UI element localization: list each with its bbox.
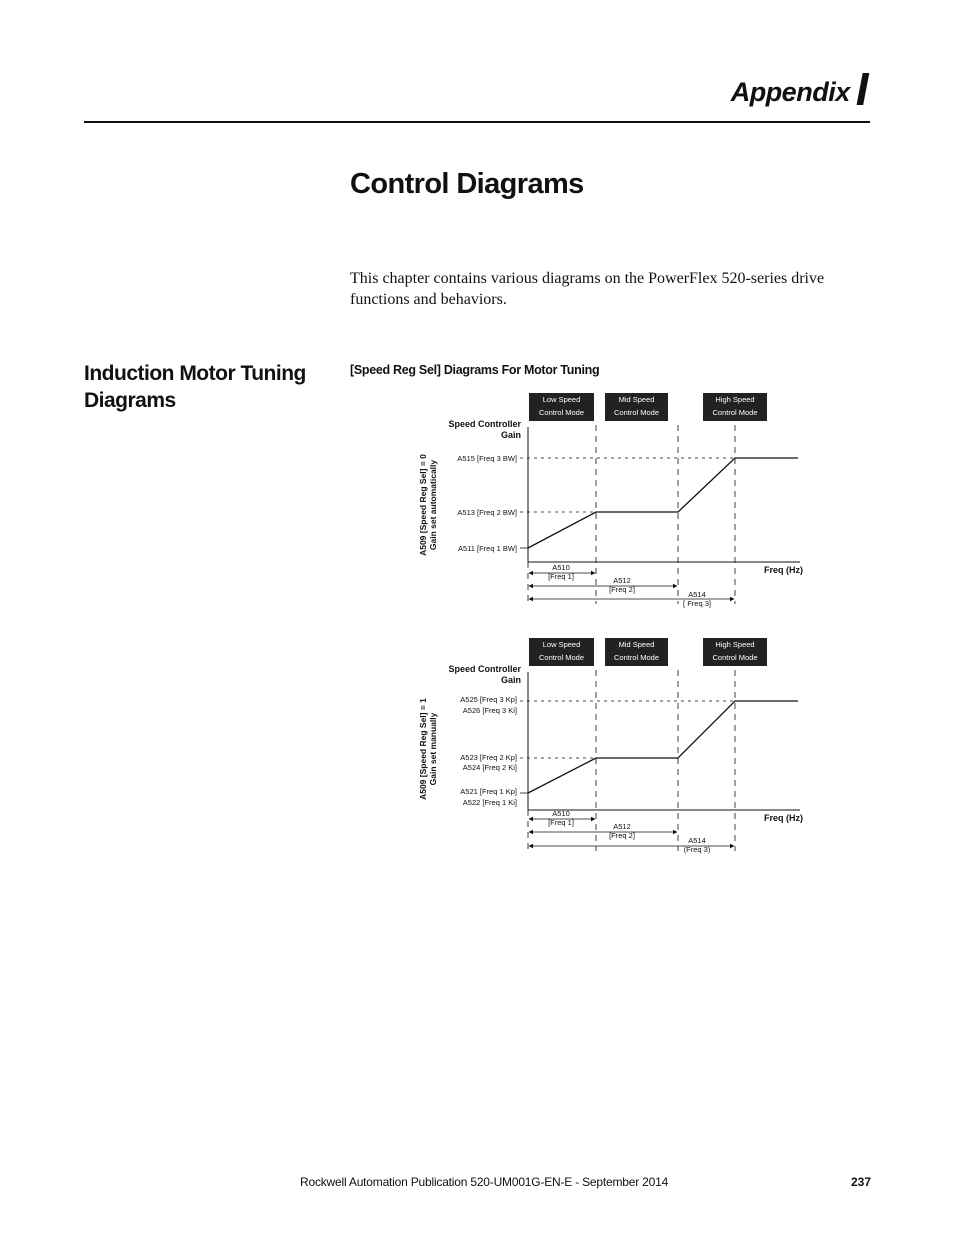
gain-title-line2: Gain bbox=[500, 430, 521, 440]
gain-title-line1: Speed Controller bbox=[448, 419, 521, 429]
y-level-freq3-ki: A526 [Freq 3 Ki] bbox=[462, 706, 517, 715]
appendix-word: Appendix bbox=[730, 77, 850, 107]
freq3-name: [ Freq 3] bbox=[683, 599, 711, 608]
y-level-freq2: A513 [Freq 2 BW] bbox=[457, 508, 517, 517]
freq1-name: [Freq 1] bbox=[548, 818, 574, 827]
footer-publication: Rockwell Automation Publication 520-UM001G-EN-E - September 2014 bbox=[300, 1175, 669, 1189]
high-speed-sub: Control Mode bbox=[712, 653, 758, 662]
freq3-param: A514 bbox=[688, 836, 706, 845]
mid-speed-sub: Control Mode bbox=[613, 408, 660, 417]
low-speed-sub: Control Mode bbox=[538, 408, 585, 417]
freq2-name: [Freq 2] bbox=[609, 831, 635, 840]
low-speed-label: Low Speed bbox=[542, 640, 581, 649]
freq1-param: A510 bbox=[552, 563, 570, 572]
high-speed-label: High Speed bbox=[715, 395, 755, 404]
high-speed-label: High Speed bbox=[715, 640, 755, 649]
mid-speed-label: Mid Speed bbox=[618, 395, 655, 404]
mid-speed-label: Mid Speed bbox=[618, 640, 655, 649]
high-speed-sub: Control Mode bbox=[712, 408, 758, 417]
y-level-freq1: A511 [Freq 1 BW] bbox=[457, 544, 517, 553]
gain-mode-label: Gain set manually bbox=[428, 712, 438, 786]
freq2-param: A512 bbox=[613, 576, 631, 585]
gain-title-line2: Gain bbox=[500, 675, 521, 685]
freq2-name: [Freq 2] bbox=[609, 585, 635, 594]
footer-page-number: 237 bbox=[851, 1175, 872, 1189]
gain-title-line1: Speed Controller bbox=[448, 664, 521, 674]
figure-caption: [Speed Reg Sel] Diagrams For Motor Tuning bbox=[350, 363, 600, 377]
freq3-param: A514 bbox=[688, 590, 706, 599]
gain-mode-label: Gain set automatically bbox=[428, 459, 438, 551]
x-axis-label: Freq (Hz) bbox=[764, 565, 803, 575]
x-axis-label: Freq (Hz) bbox=[764, 813, 803, 823]
low-speed-sub: Control Mode bbox=[538, 653, 585, 662]
gain-curve bbox=[528, 701, 798, 793]
y-level-freq2-kp: A523 [Freq 2 Kp] bbox=[460, 753, 517, 762]
section-heading: Induction Motor Tuning Diagrams bbox=[84, 362, 306, 412]
y-level-freq1-kp: A521 [Freq 1 Kp] bbox=[460, 787, 517, 796]
y-level-freq3-kp: A525 [Freq 3 Kp] bbox=[460, 695, 517, 704]
speed-reg-sel-label: A509 [Speed Reg Sel] = 0 bbox=[418, 454, 428, 556]
low-speed-label: Low Speed bbox=[542, 395, 581, 404]
freq1-param: A510 bbox=[552, 809, 570, 818]
freq1-name: [Freq 1] bbox=[548, 572, 574, 581]
y-level-freq1-ki: A522 [Freq 1 Ki] bbox=[462, 798, 517, 807]
mid-speed-sub: Control Mode bbox=[613, 653, 660, 662]
page-title: Control Diagrams bbox=[350, 168, 584, 200]
y-level-freq3: A515 [Freq 3 BW] bbox=[457, 454, 517, 463]
gain-curve bbox=[528, 458, 798, 548]
diagram-auto bbox=[418, 393, 803, 608]
freq3-name: (Freq 3) bbox=[683, 845, 711, 854]
speed-reg-sel-label: A509 [Speed Reg Sel] = 1 bbox=[418, 698, 428, 800]
diagram-manual bbox=[418, 638, 803, 854]
appendix-letter: I bbox=[855, 63, 868, 115]
y-level-freq2-ki: A524 [Freq 2 Ki] bbox=[462, 763, 517, 772]
intro-paragraph: This chapter contains various diagrams on the PowerFlex 520-series drive functions and behaviors. bbox=[350, 270, 825, 308]
freq2-param: A512 bbox=[613, 822, 631, 831]
